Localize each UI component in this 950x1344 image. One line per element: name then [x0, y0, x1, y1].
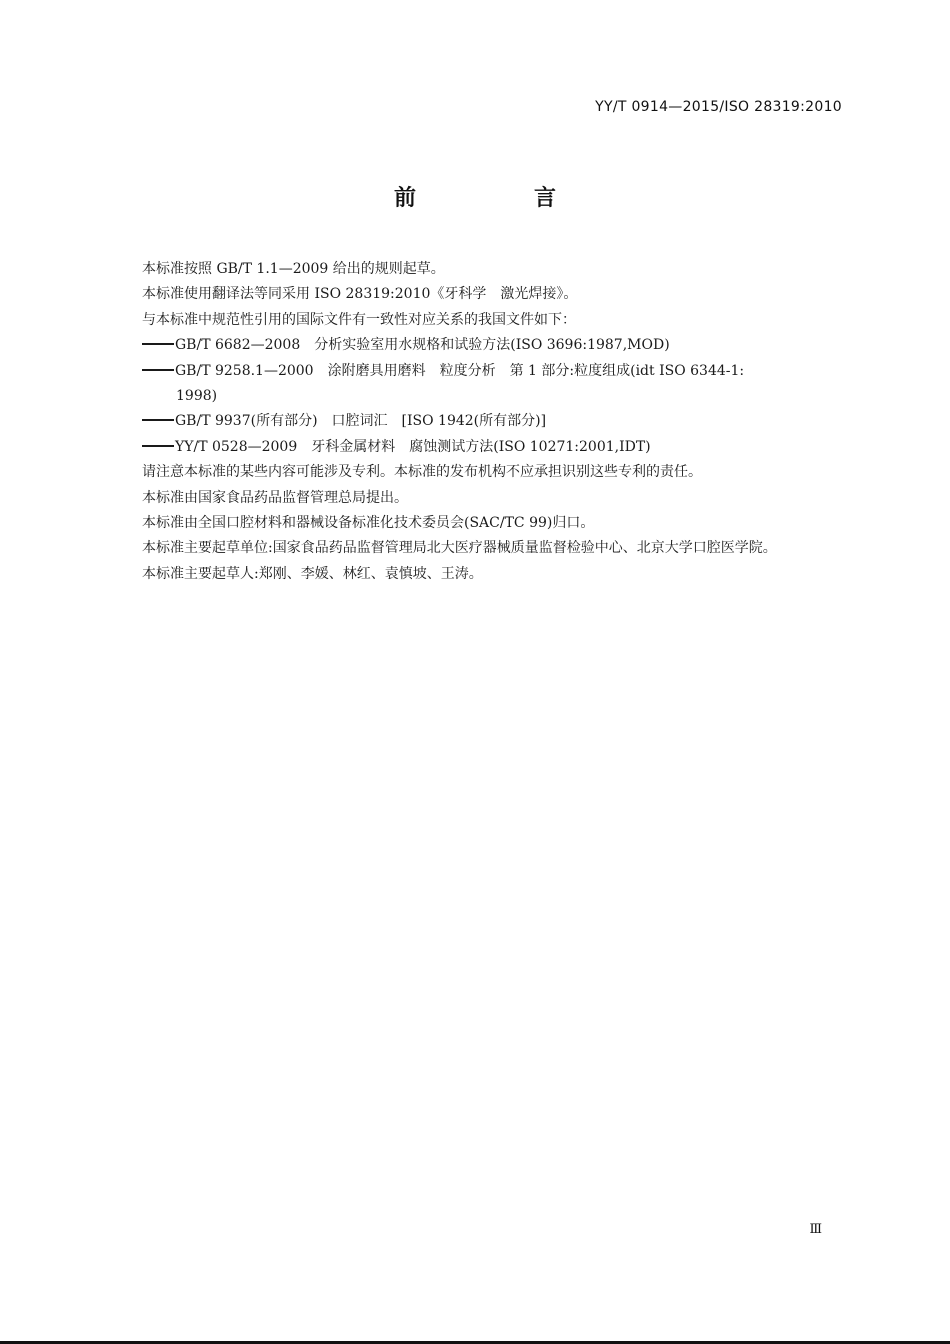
list-item-gbt9937	[108, 409, 844, 434]
list-item-text: GB/T 9937(所有部分) 口腔词汇 [ISO 1942(所有部分)]	[175, 413, 547, 430]
list-item-yyt0528	[108, 435, 844, 460]
paragraph-references-intro: 与本标准中规范性引用的国际文件有一致性对应关系的我国文件如下：	[142, 311, 576, 328]
em-dash-icon	[142, 369, 174, 371]
paragraph-drafting-units: 本标准主要起草单位:国家食品药品监督管理局北大医疗器械质量监督检验中心、北京大学口腔医学院。	[142, 540, 777, 557]
list-item-gbt9258	[108, 359, 844, 410]
paragraph-patent-notice: 请注意本标准的某些内容可能涉及专利。本标准的发布机构不应承担识别这些专利的责任。	[142, 464, 702, 481]
paragraph-managed-by: 本标准由全国口腔材料和器械设备标准化技术委员会(SAC/TC 99)归口。	[142, 515, 595, 532]
paragraph-drafters: 本标准主要起草人:郑刚、李媛、林红、袁慎坡、王涛。	[142, 565, 483, 582]
list-item-text: YY/T 0528—2009 牙科金属材料 腐蚀测试方法(ISO 10271:2001,IDT)	[175, 438, 651, 455]
em-dash-icon	[142, 419, 174, 421]
list-item-text: GB/T 9258.1—2000 涂附磨具用磨料 粒度分析 第 1 部分:粒度组成(idt ISO 6344-1:	[175, 362, 745, 379]
page-number: Ⅲ	[809, 1222, 822, 1237]
paragraph-adoption: 本标准使用翻译法等同采用 ISO 28319:2010《牙科学 激光焊接》。	[142, 286, 578, 303]
paragraph-drafting-rules: 本标准按照 GB/T 1.1—2009 给出的规则起草。	[142, 261, 445, 277]
list-item-gbt6682	[108, 333, 844, 358]
em-dash-icon	[142, 445, 174, 447]
em-dash-icon	[142, 343, 174, 345]
foreword-body	[108, 257, 844, 587]
page-title: 前 言	[393, 186, 604, 211]
standard-code: YY/T 0914—2015/ISO 28319:2010	[595, 99, 842, 115]
list-item-continuation: 1998)	[176, 388, 218, 405]
list-item-text: GB/T 6682—2008 分析实验室用水规格和试验方法(ISO 3696:1987,MOD)	[175, 337, 670, 354]
paragraph-proposed-by: 本标准由国家食品药品监督管理总局提出。	[142, 489, 408, 506]
